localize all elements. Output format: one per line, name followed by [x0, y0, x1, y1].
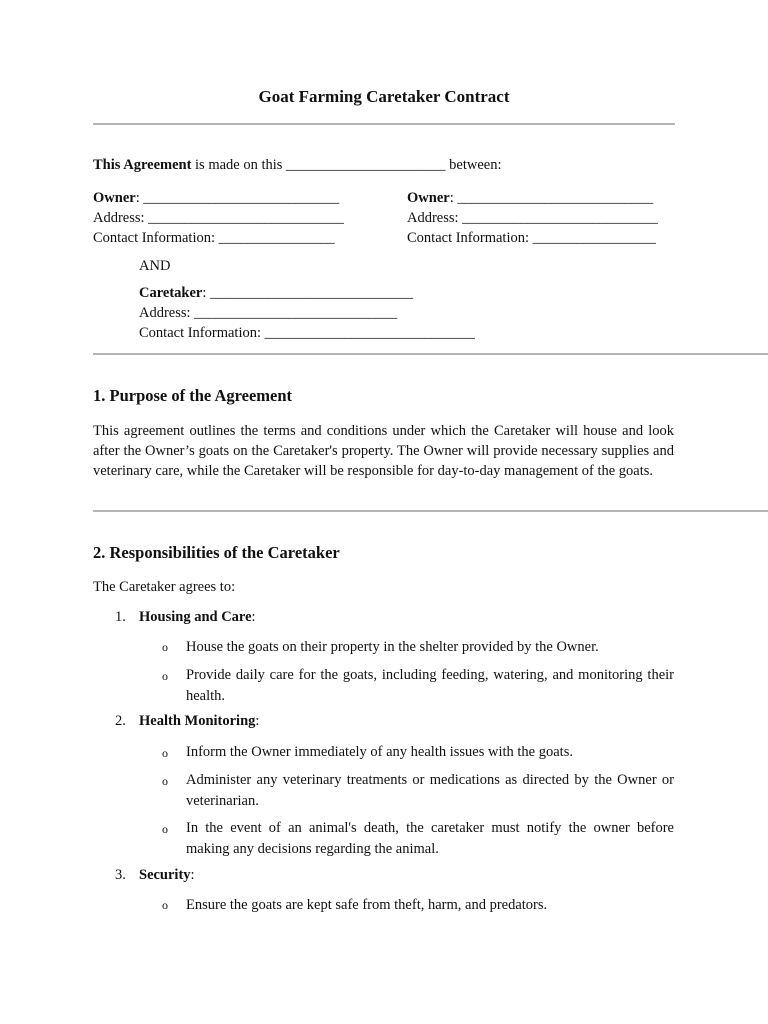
group-heading: [139, 867, 195, 884]
owner-right-name: [407, 190, 653, 207]
agreement-intro: [93, 157, 502, 174]
parties-divider: [93, 353, 768, 355]
bullet-icon: o: [162, 640, 168, 654]
section2-title: 2. Responsibilities of the Caretaker: [93, 543, 340, 562]
list-item: House the goats on their property in the shelter provided by the Owner.: [186, 639, 599, 655]
caretaker-address: Address: ____________________________: [139, 305, 398, 321]
bullet-icon: o: [162, 746, 168, 760]
caretaker-contact: Contact Information: _____________________________: [139, 325, 475, 341]
bullet-icon: o: [162, 669, 168, 683]
group-heading-suffix: :: [255, 713, 260, 729]
page-title: Goat Farming Caretaker Contract: [258, 87, 510, 106]
group-heading-suffix: :: [251, 609, 256, 625]
group-heading-label: Health Monitoring: [139, 713, 256, 729]
group-heading-label: Security: [139, 867, 191, 883]
title-divider: [93, 123, 675, 125]
owner-left-line: : ___________________________: [135, 190, 340, 206]
list-item: Inform the Owner immediately of any health issues with the goats.: [186, 744, 573, 760]
agreement-date-line: is made on this ______________________ between:: [191, 157, 502, 173]
caretaker-line: : ____________________________: [202, 285, 414, 301]
group-heading-suffix: :: [190, 867, 195, 883]
bullet-icon: o: [162, 898, 168, 912]
group-number: 3.: [115, 867, 126, 883]
list-item: In the event of an animal's death, the caretaker must notify the owner before making any decisions regarding the animal.: [186, 820, 674, 857]
agreement-lead: This Agreement: [93, 157, 192, 173]
section1-divider: [93, 510, 768, 512]
section2-intro: The Caretaker agrees to:: [93, 579, 236, 595]
bullet-icon: o: [162, 774, 168, 788]
caretaker-name: [139, 285, 413, 302]
owner-right-line: : ___________________________: [449, 190, 654, 206]
caretaker-label: Caretaker: [139, 285, 203, 301]
owner-right-address: Address: ___________________________: [407, 210, 658, 226]
section1-body: This agreement outlines the terms and conditions under which the Caretaker will house and look after the Owner’s goats on the Caretaker's property. The Owner will provide necessary supplies and veterinary care, while the Caretaker will be responsible for day-to-day management of the goats.: [93, 423, 674, 479]
section1-title: 1. Purpose of the Agreement: [93, 386, 293, 405]
and-text: AND: [139, 258, 171, 274]
group-number: 1.: [115, 609, 126, 625]
owner-right-label: Owner: [407, 190, 450, 206]
group-heading-label: Housing and Care: [139, 609, 252, 625]
list-item: Administer any veterinary treatments or medications as directed by the Owner or veterinarian.: [186, 772, 674, 809]
list-item: Ensure the goats are kept safe from theft, harm, and predators.: [186, 897, 548, 913]
owner-right-contact: Contact Information: _________________: [407, 230, 656, 246]
owner-left-address: Address: ___________________________: [93, 210, 344, 226]
owner-left-contact: Contact Information: ________________: [93, 230, 335, 246]
owner-left-name: [93, 190, 339, 207]
list-item: Provide daily care for the goats, including feeding, watering, and monitoring their health.: [186, 667, 674, 704]
bullet-icon: o: [162, 822, 168, 836]
owner-left-label: Owner: [93, 190, 136, 206]
group-heading: [139, 609, 256, 626]
group-heading: [139, 713, 259, 730]
group-number: 2.: [115, 713, 126, 729]
